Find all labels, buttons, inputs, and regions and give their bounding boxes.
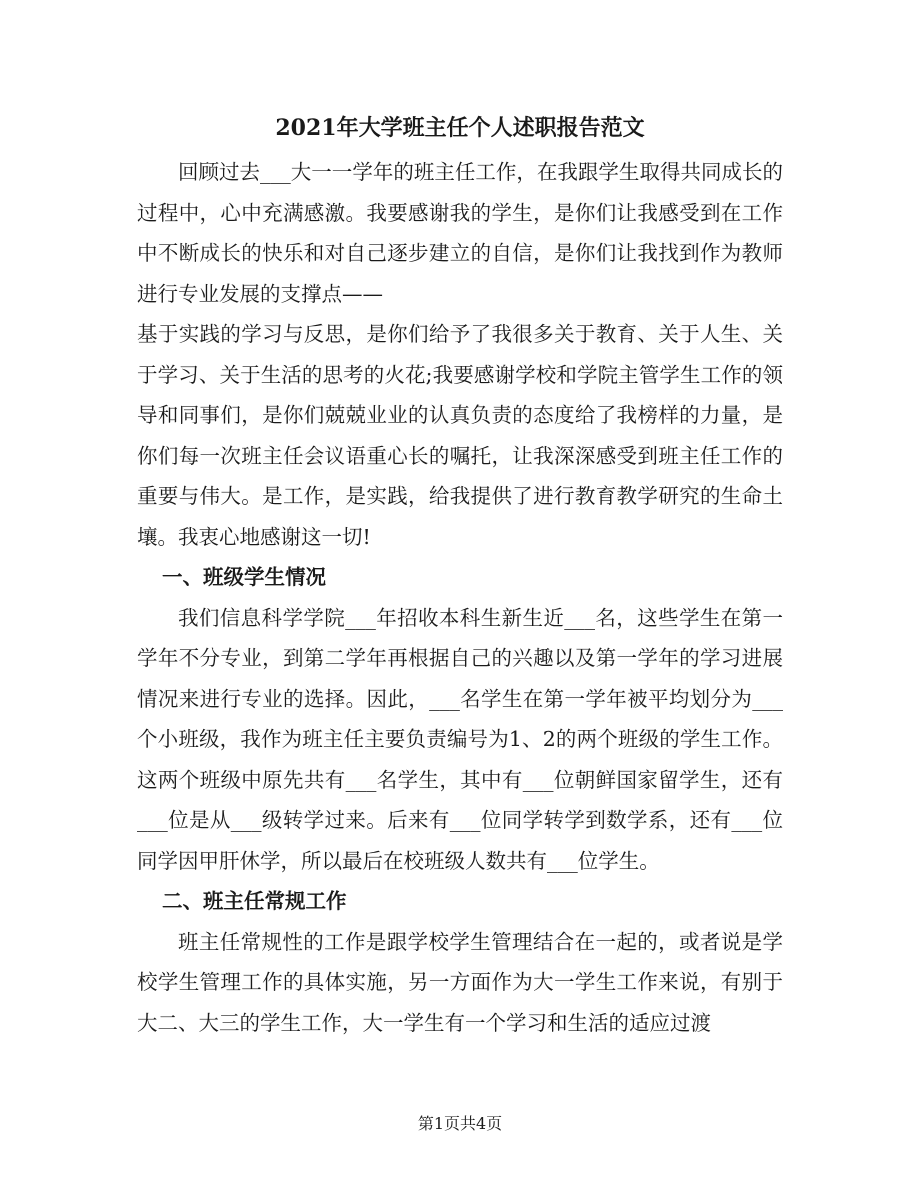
section-2-paragraph: 班主任常规性的工作是跟学校学生管理结合在一起的，或者说是学校学生管理工作的具体实施，另一方面作为大一学生工作来说，有别于大二、大三的学生工作，大一学生有一个学习和生活的适应过渡 bbox=[137, 929, 783, 1035]
section-2-heading-text: 二、班主任常规工作 bbox=[162, 889, 347, 913]
section-1-heading-text: 一、班级学生情况 bbox=[162, 565, 326, 589]
document-body bbox=[137, 152, 783, 1043]
section-2-heading bbox=[137, 881, 783, 922]
intro-paragraph-1: 回顾过去___大一一学年的班主任工作，在我跟学生取得共同成长的过程中，心中充满感激。我要感谢我的学生，是你们让我感受到在工作中不断成长的快乐和对自己逐步建立的自信，是你们让我找到作为教师进行专业发展的支撑点—— bbox=[137, 160, 783, 306]
document-title: 2021年大学班主任个人述职报告范文 bbox=[275, 115, 645, 141]
page-number: 第1页共4页 bbox=[417, 1114, 503, 1133]
intro-paragraph-2: 基于实践的学习与反思，是你们给予了我很多关于教育、关于人生、关于学习、关于生活的思考的火花;我要感谢学校和学院主管学生工作的领导和同事们，是你们兢兢业业的认真负责的态度给了我榜样的力量，是你们每一次班主任会议语重心长的嘱托，让我深深感受到班主任工作的重要与伟大。是工作，是实践，给我提供了进行教育教学研究的生命土壤。我衷心地感谢这一切! bbox=[137, 322, 783, 549]
section-1-paragraph: 我们信息科学学院___年招收本科生新生近___名，这些学生在第一学年不分专业，到第二学年再根据自己的兴趣以及第一学年的学习进展情况来进行专业的选择。因此，___名学生在第一学年被平均划分为___个小班级，我作为班主任主要负责编号为1、2的两个班级的学生工作。这两个班级中原先共有___名学生，其中有___位朝鲜国家留学生，还有___位是从___级转学过来。后来有___位同学转学到数学系，还有___位同学因甲肝休学，所以最后在校班级人数共有___位学生。 bbox=[137, 605, 783, 873]
section-1-heading bbox=[137, 557, 783, 598]
